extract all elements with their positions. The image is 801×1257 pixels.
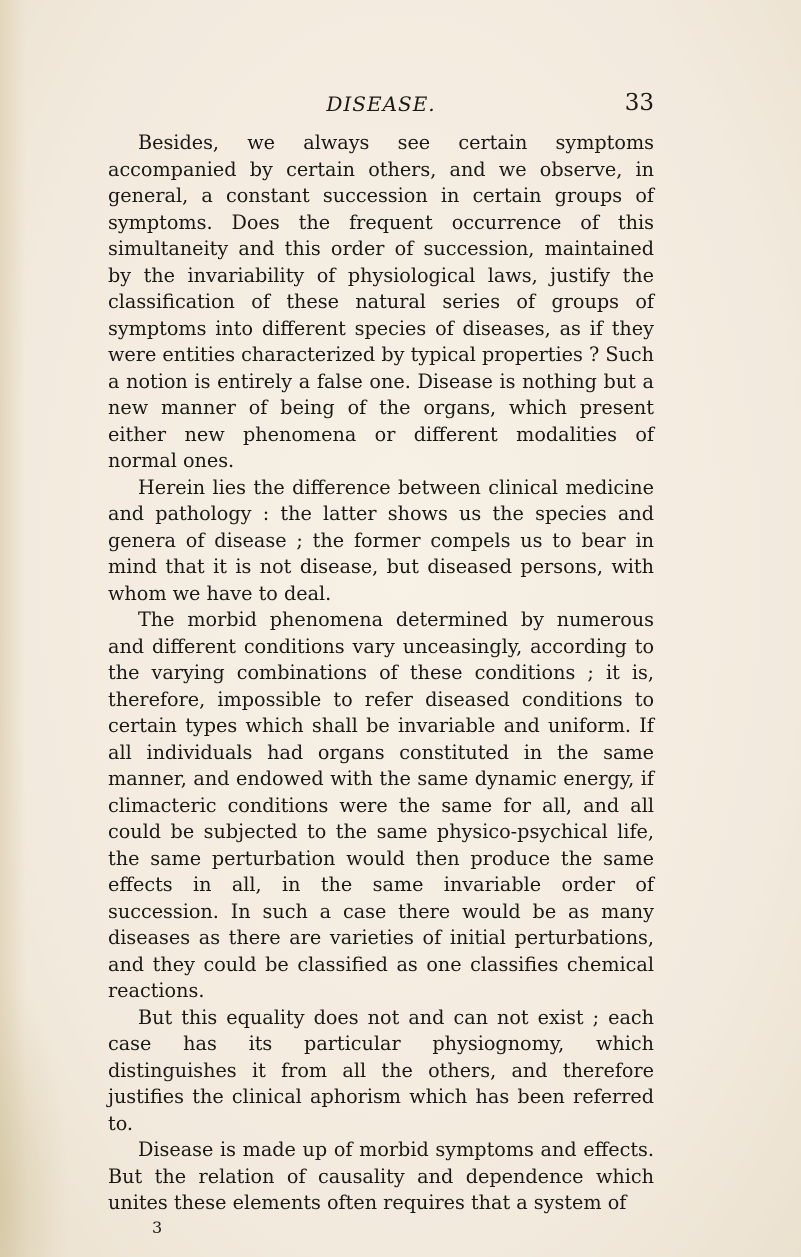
paper-stain [0, 980, 70, 1257]
body-text [108, 130, 654, 1217]
running-title: DISEASE. [326, 92, 436, 116]
paragraph: Herein lies the difference between clinical medicine and pathology : the latter shows us the species and genera of disease ; the former compels us to bear in mind that it is not disease, but diseased persons, with whom we have to deal. [108, 475, 654, 605]
paragraph: Besides, we always see certain symptoms accompanied by certain others, and we observe, in general, a constant succession in certain groups of symptoms. Does the frequent occurrence of this simultaneity and this order of succession, maintained by the invariability of physiological laws, justify the classification of these natural series of groups of symptoms into different species of diseases, as if they were entities characterized by typical properties ? Such a notion is entirely a false one. Disease is nothing but a new manner of being of the organs, which present either new phenomena or different modalities of normal ones. [108, 131, 654, 472]
paragraph: But this equality does not and can not exist ; each case has its particular physiognomy, which distinguishes it from all the others, and therefore justifies the clinical aphorism which has been referred to. [108, 1005, 654, 1135]
page-number: 33 [624, 90, 654, 116]
paragraph: Disease is made up of morbid symptoms and effects. But the relation of causality and dependence which unites these elements often requires that a system of [108, 1138, 654, 1214]
signature-mark: 3 [152, 1218, 163, 1237]
running-head [108, 90, 654, 120]
paragraph: The morbid phenomena determined by numerous and different conditions vary unceasingly, according to the varying combinations of these conditions ; it is, therefore, impossible to refer diseased conditions to certain types which shall be invariable and uniform. If all individuals had organs constituted in the same manner, and endowed with the same dynamic energy, if climacteric conditions were the same for all, and all could be subjected to the same physico-psychical life, the same perturbation would then produce the same effects in all, in the same invariable order of succession. In such a case there would be as many diseases as there are varieties of initial perturbations, and they could be classified as one classifies chemical reactions. [108, 608, 654, 1002]
